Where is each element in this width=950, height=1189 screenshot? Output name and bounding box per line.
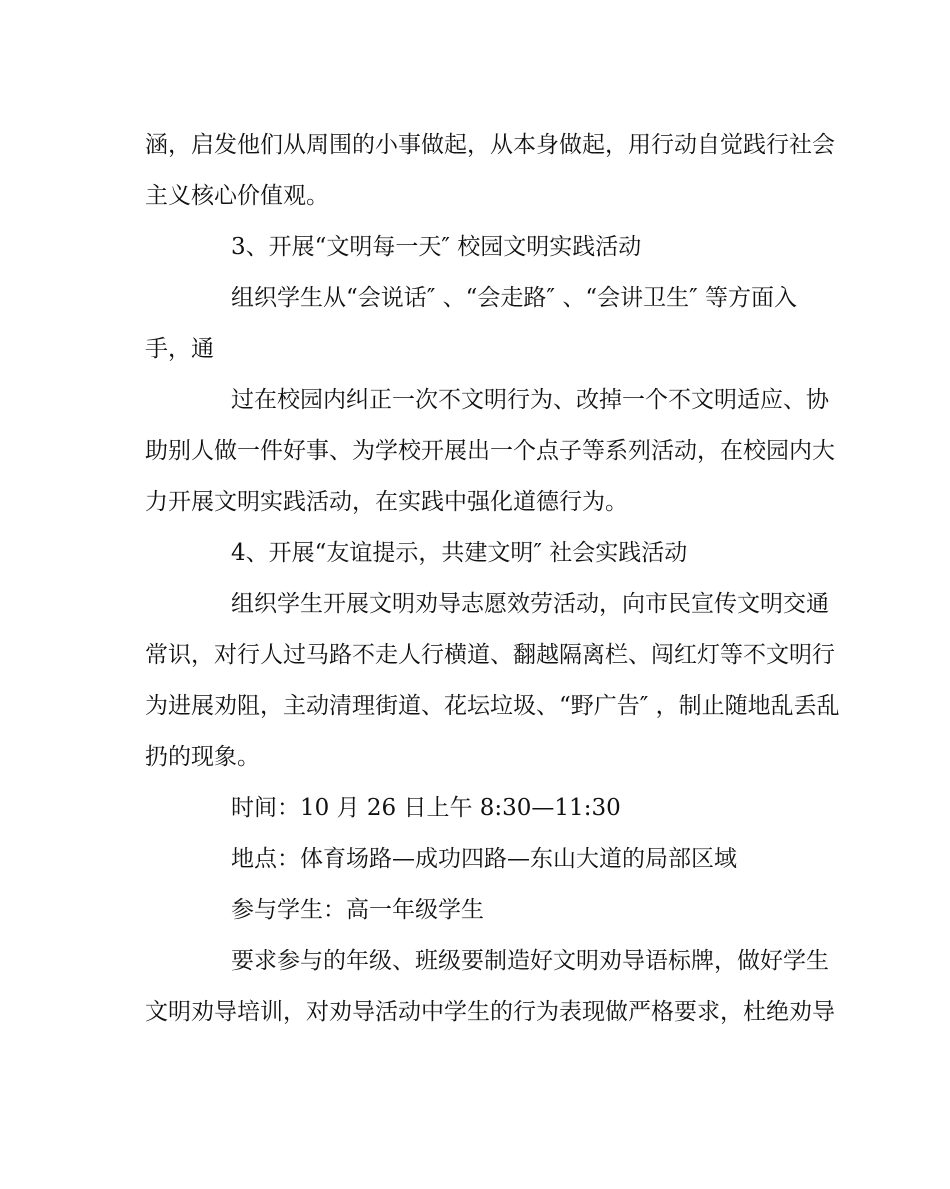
text-line: 手，通	[145, 336, 214, 362]
section-heading-4: 4、开展“友谊提示，共建文明″ 社会实践活动	[231, 540, 688, 566]
text-line: 组织学生开展文明劝导志愿效劳活动，向市民宣传文明交通	[231, 591, 829, 617]
text-line: 力开展文明实践活动，在实践中强化道德行为。	[145, 489, 628, 515]
text-line: 助别人做一件好事、为学校开展出一个点子等系列活动，在校园内大	[145, 438, 835, 464]
text-line: 常识，对行人过马路不走人行横道、翻越隔离栏、闯红灯等不文明行	[145, 642, 835, 668]
location-line: 地点：体育场路—成功四路—东山大道的局部区域	[231, 846, 737, 872]
text-line: 过在校园内纠正一次不文明行为、改掉一个不文明适应、协	[231, 387, 829, 413]
participants-line: 参与学生：高一年级学生	[231, 897, 484, 923]
text-line: 组织学生从“会说话″ 、“会走路″ 、“会讲卫生″ 等方面入	[231, 285, 797, 311]
section-heading-3: 3、开展“文明每一天″ 校园文明实践活动	[231, 234, 642, 260]
text-line: 文明劝导培训，对劝导活动中学生的行为表现做严格要求，杜绝劝导	[145, 999, 835, 1025]
text-line: 为进展劝阻，主动清理街道、花坛垃圾、“野广告″ ，制止随地乱丢乱	[145, 693, 840, 719]
text-line: 主义核心价值观。	[145, 183, 329, 209]
text-line: 涵，启发他们从周围的小事做起，从本身做起，用行动自觉践行社会	[145, 132, 835, 158]
text-line: 扔的现象。	[145, 744, 260, 770]
text-line: 要求参与的年级、班级要制造好文明劝导语标牌，做好学生	[231, 948, 829, 974]
time-line: 时间：10 月 26 日上午 8:30—11:30	[231, 795, 621, 821]
document-body	[145, 120, 840, 1038]
